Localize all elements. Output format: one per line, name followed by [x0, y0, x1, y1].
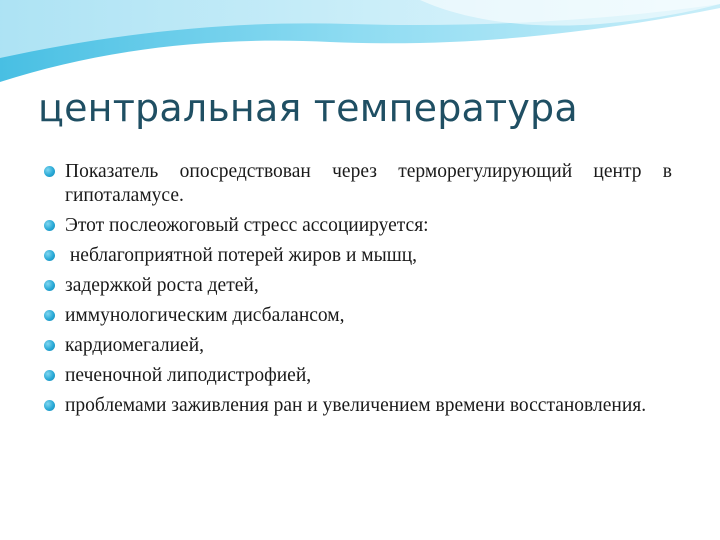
bullet-icon	[44, 250, 55, 261]
bullet-icon	[44, 370, 55, 381]
list-item	[44, 334, 672, 358]
list-item-text: кардиомегалией,	[65, 335, 205, 356]
bullet-icon	[44, 400, 55, 411]
list-item	[44, 244, 672, 268]
list-item-text: Показатель опосредствован через терморегулирующий центр в гипоталамусе.	[65, 161, 672, 206]
list-item-text: иммунологическим дисбалансом,	[65, 305, 345, 326]
list-item-text: неблагоприятной потерей жиров и мышц,	[65, 245, 418, 266]
list-item-text: печеночной липодистрофией,	[65, 365, 312, 386]
list-item	[44, 364, 672, 388]
list-item	[44, 394, 672, 418]
list-item	[44, 304, 672, 328]
list-item	[44, 214, 672, 238]
list-item	[44, 274, 672, 298]
header-wave-decoration	[0, 0, 720, 90]
bullet-icon	[44, 280, 55, 291]
list-item	[44, 160, 672, 208]
bullet-icon	[44, 340, 55, 351]
list-item-text: Этот послеожоговый стресс ассоциируется:	[65, 215, 429, 236]
list-item-text: задержкой роста детей,	[65, 275, 259, 296]
list-item-text: проблемами заживления ран и увеличением времени восстановления.	[65, 395, 647, 416]
bullet-list	[44, 160, 672, 424]
slide-title: центральная температура	[38, 86, 578, 130]
bullet-icon	[44, 166, 55, 177]
bullet-icon	[44, 220, 55, 231]
bullet-icon	[44, 310, 55, 321]
